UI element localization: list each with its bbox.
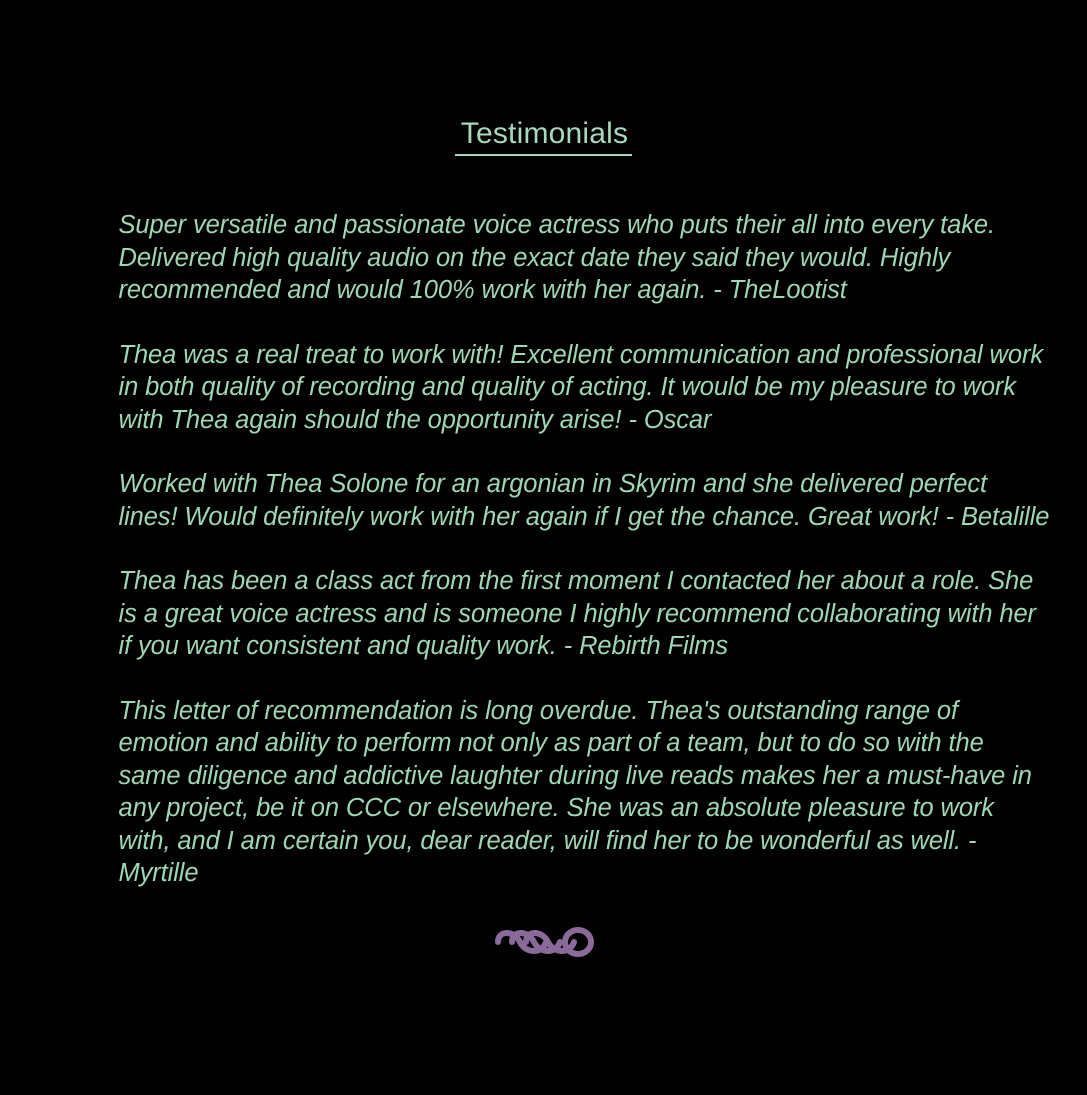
footer-logo-container	[0, 920, 1087, 969]
list-item: Thea has been a class act from the first moment I contacted her about a role. She is a great voice actress and is someone I highly recommend collaborating with her if you want consistent and quality work. - Rebirth Films	[118, 567, 1036, 661]
list-item: This letter of recommendation is long overdue. Thea's outstanding range of emotion and ability to perform not only as part of a team, but to do so with the same diligence and addictive laughter during live reads makes her a must-have in any project, be it on CCC or elsewhere. She was an absolute pleasure to work with, and I am certain you, dear reader, will find her to be wonderful as well. - Myrtille	[118, 696, 1032, 888]
page-title-container	[0, 0, 1087, 176]
page-title: Testimonials	[455, 116, 632, 156]
list-item: Worked with Thea Solone for an argonian in Skyrim and she delivered perfect lines! Would definitely work with her again if I get the chance. Great work! - Betalille	[118, 470, 1050, 531]
testimonials-list	[38, 209, 1050, 890]
infinity-swirl-icon	[494, 920, 594, 964]
list-item: Super versatile and passionate voice actress who puts their all into every take. Delivered high quality audio on the exact date they said they would. Highly recommended and would 100% work with her again. - TheLootist	[118, 211, 995, 305]
list-item: Thea was a real treat to work with! Excellent communication and professional work in both quality of recording and quality of acting. It would be my pleasure to work with Thea again should the opportunity arise! - Oscar	[118, 340, 1043, 434]
